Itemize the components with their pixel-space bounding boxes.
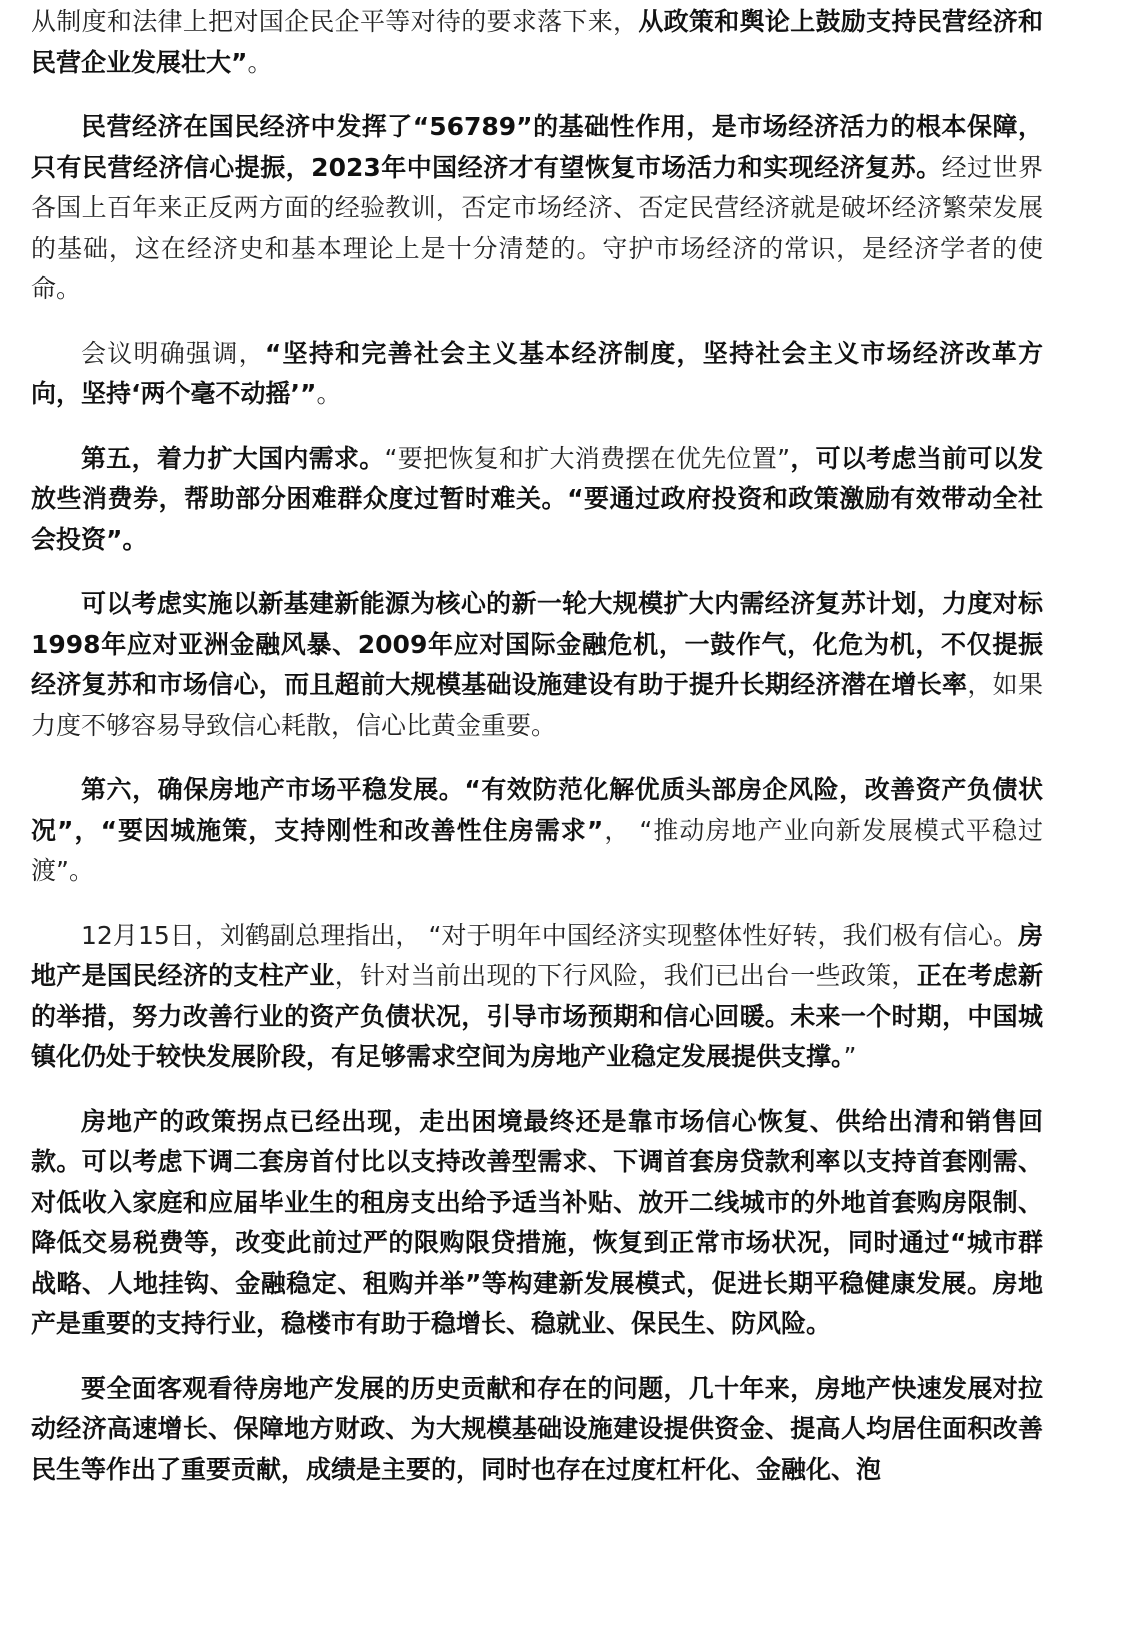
bold-text-run: 房地产是国民经济的支柱产业 bbox=[31, 920, 1043, 990]
text-run: 。 bbox=[247, 47, 273, 77]
bold-text-run: 房地产的政策拐点已经出现，走出困境最终还是靠市场信心恢复、供给出清和销售回款。可以考虑下调二套房首付比以支持改善型需求、下调首套房贷款利率以支持首套刚需、对低收入家庭和应届毕业生的租房支出给予适当补贴、放开二线城市的外地首套购房限制、降低交易税费等，改变此前过严的限购限贷措施，恢复到正常市场状况，同时通过“城市群战略、人地挂钩、金融稳定、租购并举”等构建新发展模式，促进长期平稳健康发展。房地产是重要的支持行业，稳楼市有助于稳增长、稳就业、保民生、防风险。 bbox=[31, 1106, 1043, 1338]
text-run: ” bbox=[843, 1042, 857, 1071]
article-body bbox=[31, 2, 1043, 1514]
bold-text-run: 从政策和舆论上鼓励支持民营经济和民营企业发展壮大” bbox=[31, 7, 1043, 77]
bold-text-run: 第六，确保房地产市场平稳发展。“有效防范化解优质头部房企风险，改善资产负债状况”，“要因城施策，支持刚性和改善性住房需求” bbox=[31, 775, 1043, 845]
bold-text-run: 民营经济在国民经济中发挥了“56789”的基础性作用，是市场经济活力的根本保障，只有民营经济信心提振，2023年中国经济才有望恢复市场活力和实现经济复苏。 bbox=[31, 112, 1043, 182]
bold-text-run: “坚持和完善社会主义基本经济制度，坚持社会主义市场经济改革方向，坚持‘两个毫不动摇’” bbox=[31, 338, 1043, 408]
bold-text-run: 第五，着力扩大国内需求。 bbox=[81, 443, 385, 473]
text-run: ，针对当前出现的下行风险，我们已出台一些政策， bbox=[334, 961, 917, 990]
text-run: 会议明确强调， bbox=[81, 338, 265, 368]
paragraph-2 bbox=[31, 107, 1043, 310]
text-run: 经过世界各国上百年来正反两方面的经验教训，否定市场经济、否定民营经济就是破坏经济繁荣发展的基础，这在经济史和基本理论上是十分清楚的。守护市场经济的常识，是经济学者的使命。 bbox=[31, 152, 1043, 303]
text-run: 。 bbox=[316, 379, 342, 408]
text-run: ，如果力度不够容易导致信心耗散，信心比黄金重要。 bbox=[31, 670, 1043, 740]
paragraph-3 bbox=[31, 334, 1043, 415]
text-run: 12月15日，刘鹤副总理指出， “对于明年中国经济实现整体性好转，我们极有信心。 bbox=[81, 920, 1018, 950]
paragraph-8 bbox=[31, 1102, 1043, 1345]
bold-text-run: ，可以考虑当前可以发放些消费券，帮助部分困难群众度过暂时难关。“要通过政府投资和政策激励有效带动全社会投资”。 bbox=[31, 443, 1043, 554]
paragraph-4 bbox=[31, 439, 1043, 561]
paragraph-1 bbox=[31, 2, 1043, 83]
paragraph-9 bbox=[31, 1369, 1043, 1491]
paragraph-7 bbox=[31, 916, 1043, 1078]
text-run: 从制度和法律上把对国企民企平等对待的要求落下来， bbox=[31, 7, 639, 36]
bold-text-run: 要全面客观看待房地产发展的历史贡献和存在的问题，几十年来，房地产快速发展对拉动经济高速增长、保障地方财政、为大规模基础设施建设提供资金、提高人均居住面积改善民生等作出了重要贡献，成绩是主要的，同时也存在过度杠杆化、金融化、泡 bbox=[31, 1373, 1043, 1484]
bold-text-run: 可以考虑实施以新基建新能源为核心的新一轮大规模扩大内需经济复苏计划，力度对标1998年应对亚洲金融风暴、2009年应对国际金融危机，一鼓作气，化危为机，不仅提振经济复苏和市场信心，而且超前大规模基础设施建设有助于提升长期经济潜在增长率 bbox=[31, 589, 1043, 699]
bold-text-run: 正在考虑新的举措，努力改善行业的资产负债状况，引导市场预期和信心回暖。未来一个时期，中国城镇化仍处于较快发展阶段，有足够需求空间为房地产业稳定发展提供支撑。 bbox=[31, 961, 1043, 1071]
text-run: ， “推动房地产业向新发展模式平稳过渡”。 bbox=[31, 815, 1044, 885]
text-run: “要把恢复和扩大消费摆在优先位置” bbox=[384, 443, 791, 473]
paragraph-6 bbox=[31, 770, 1043, 892]
paragraph-5 bbox=[31, 584, 1043, 746]
